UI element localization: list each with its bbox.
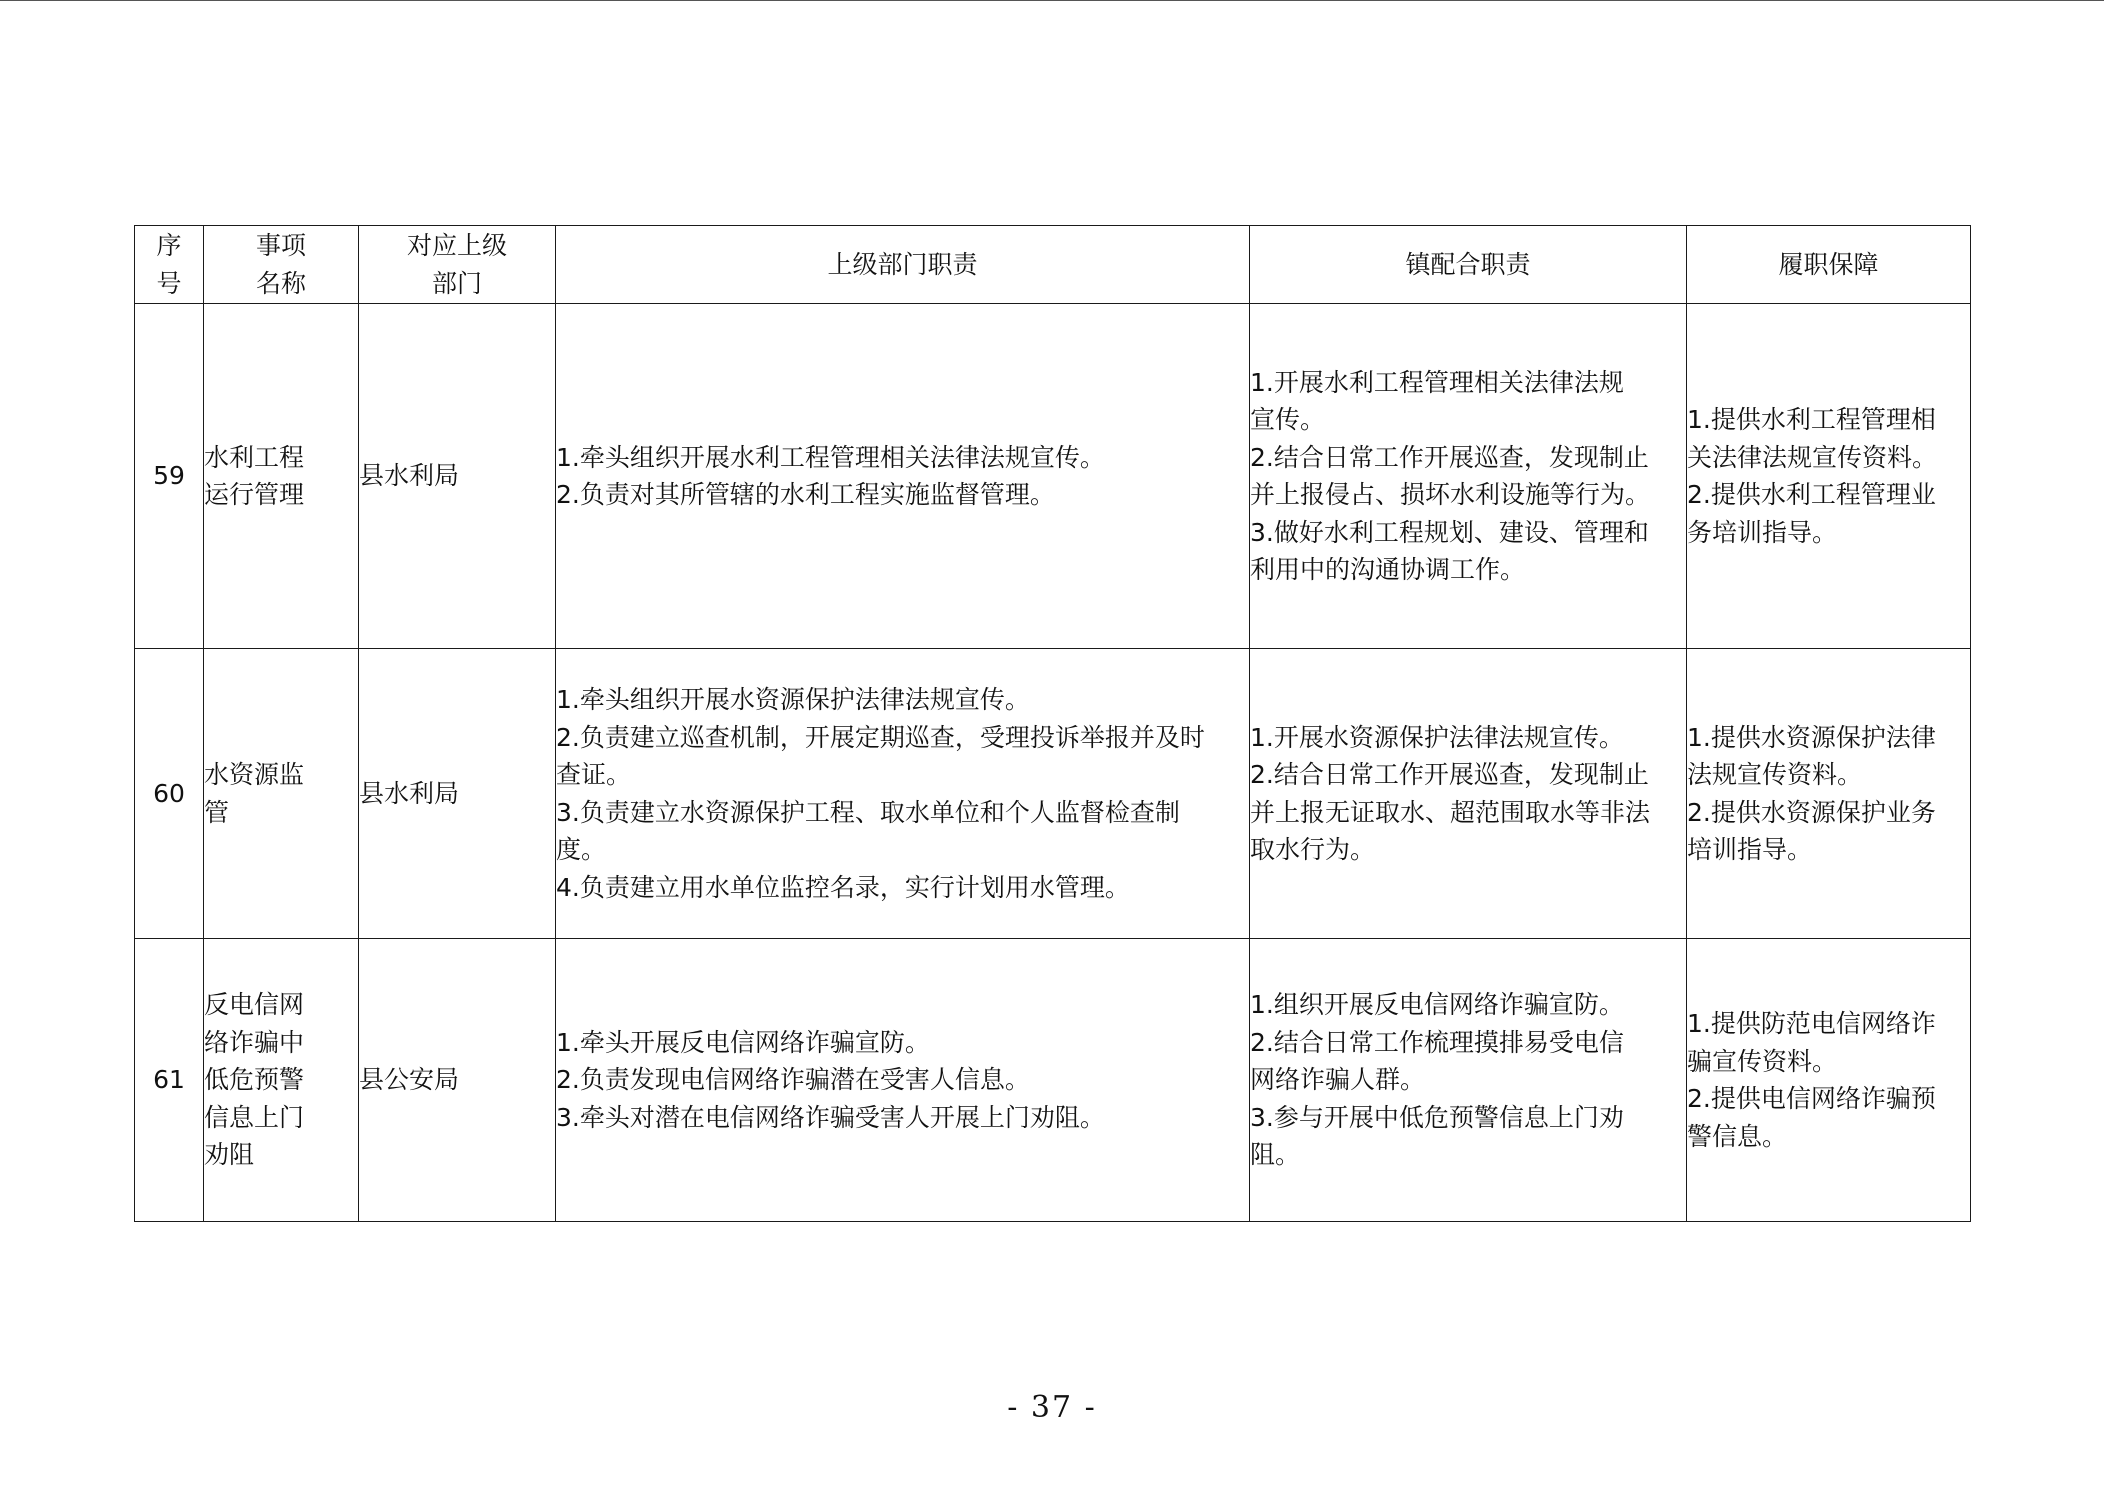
duty-table — [134, 225, 1971, 1222]
item-name: 反电信网 络诈骗中 低危预警 信息上门 劝阻 — [204, 939, 359, 1222]
table-row — [135, 304, 1971, 649]
town-duty-cell: 1.开展水资源保护法律法规宣传。 2.结合日常工作开展巡查，发现制止 并上报无证取水、超范围取水等非法 取水行为。 — [1250, 649, 1687, 939]
header-item-name: 事项 名称 — [204, 226, 359, 304]
guarantee-cell: 1.提供水资源保护法律 法规宣传资料。 2.提供水资源保护业务 培训指导。 — [1687, 649, 1971, 939]
upper-department: 县水利局 — [359, 649, 556, 939]
guarantee-cell: 1.提供水利工程管理相 关法律法规宣传资料。 2.提供水利工程管理业 务培训指导。 — [1687, 304, 1971, 649]
upper-duty-cell: 1.牵头组织开展水利工程管理相关法律法规宣传。 2.负责对其所管辖的水利工程实施监督管理。 — [556, 304, 1250, 649]
table-row — [135, 649, 1971, 939]
top-border-rule — [0, 0, 2104, 1]
header-guarantee: 履职保障 — [1687, 226, 1971, 304]
upper-duty-cell: 1.牵头开展反电信网络诈骗宣防。 2.负责发现电信网络诈骗潜在受害人信息。 3.牵头对潜在电信网络诈骗受害人开展上门劝阻。 — [556, 939, 1250, 1222]
row-number: 59 — [135, 304, 204, 649]
item-name: 水资源监 管 — [204, 649, 359, 939]
guarantee-cell: 1.提供防范电信网络诈 骗宣传资料。 2.提供电信网络诈骗预 警信息。 — [1687, 939, 1971, 1222]
town-duty-cell: 1.组织开展反电信网络诈骗宣防。 2.结合日常工作梳理摸排易受电信 网络诈骗人群。 3.参与开展中低危预警信息上门劝 阻。 — [1250, 939, 1687, 1222]
row-number: 60 — [135, 649, 204, 939]
table-row — [135, 939, 1971, 1222]
town-duty-cell: 1.开展水利工程管理相关法律法规 宣传。 2.结合日常工作开展巡查，发现制止 并上报侵占、损坏水利设施等行为。 3.做好水利工程规划、建设、管理和 利用中的沟通协调工作。 — [1250, 304, 1687, 649]
header-row — [135, 226, 1971, 304]
header-upper-duty: 上级部门职责 — [556, 226, 1250, 304]
header-upper-dept: 对应上级 部门 — [359, 226, 556, 304]
row-number: 61 — [135, 939, 204, 1222]
header-seq: 序 号 — [135, 226, 204, 304]
item-name: 水利工程 运行管理 — [204, 304, 359, 649]
page-number: - 37 - — [1007, 1390, 1097, 1425]
header-town-duty: 镇配合职责 — [1250, 226, 1687, 304]
upper-department: 县公安局 — [359, 939, 556, 1222]
upper-department: 县水利局 — [359, 304, 556, 649]
upper-duty-cell: 1.牵头组织开展水资源保护法律法规宣传。 2.负责建立巡查机制，开展定期巡查，受理投诉举报并及时 查证。 3.负责建立水资源保护工程、取水单位和个人监督检查制 度。 4.负责建立用水单位监控名录，实行计划用水管理。 — [556, 649, 1250, 939]
